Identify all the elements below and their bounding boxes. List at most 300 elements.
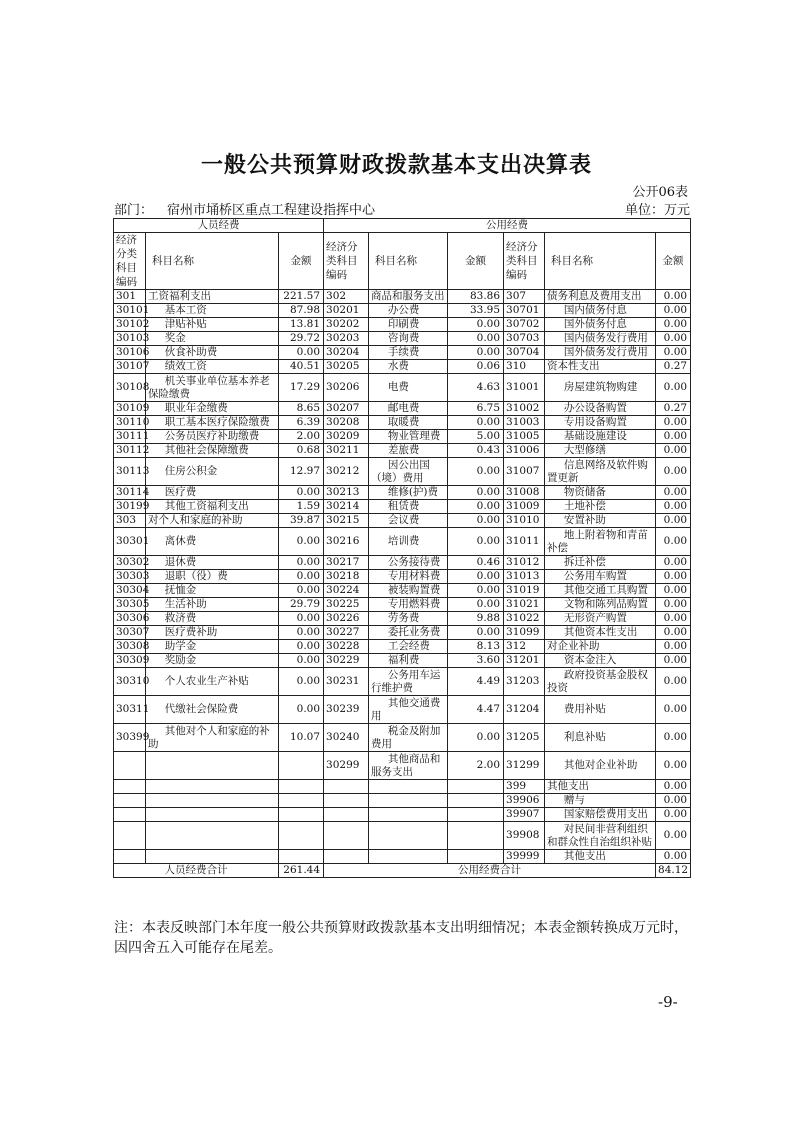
cell-amount: 0.00 <box>656 794 691 808</box>
cell-code: 31012 <box>504 556 545 570</box>
cell-amount <box>279 780 324 794</box>
cell-code: 30218 <box>324 570 369 584</box>
cell-code: 301 <box>114 290 146 304</box>
cell-code: 30701 <box>504 304 545 318</box>
cell-amount: 0.00 <box>279 640 324 654</box>
public-total-value: 84.12 <box>656 864 691 878</box>
cell-name: 个人农业生产补贴 <box>146 668 279 696</box>
table-row <box>114 808 691 822</box>
cell-name: 生活补助 <box>146 598 279 612</box>
cell-name: 救济费 <box>146 612 279 626</box>
cell-code: 30204 <box>324 346 369 360</box>
cell-name: 租赁费 <box>369 500 448 514</box>
cell-name: 伙食补助费 <box>146 346 279 360</box>
table-row <box>114 528 691 556</box>
cell-amount: 8.65 <box>279 402 324 416</box>
cell-code: 30114 <box>114 486 146 500</box>
table-row <box>114 584 691 598</box>
cell-name: 机关事业单位基本养老保险缴费 <box>146 374 279 402</box>
cell-amount <box>448 822 504 850</box>
cell-name: 无形资产购置 <box>545 612 656 626</box>
cell-name <box>369 850 448 864</box>
cell-amount: 0.00 <box>448 584 504 598</box>
cell-amount: 0.00 <box>656 290 691 304</box>
cell-code: 30304 <box>114 584 146 598</box>
page-title: 一般公共预算财政拨款基本支出决算表 <box>200 152 592 178</box>
cell-code: 30203 <box>324 332 369 346</box>
cell-amount: 0.00 <box>656 374 691 402</box>
cell-code: 30217 <box>324 556 369 570</box>
cell-amount: 0.00 <box>448 500 504 514</box>
cell-amount: 33.95 <box>448 304 504 318</box>
cell-amount: 0.00 <box>656 332 691 346</box>
cell-name <box>369 808 448 822</box>
cell-code: 30308 <box>114 640 146 654</box>
cell-name: 助学金 <box>146 640 279 654</box>
cell-code <box>324 808 369 822</box>
cell-name: 邮电费 <box>369 402 448 416</box>
personnel-total-value: 261.44 <box>279 864 324 878</box>
header-code: 经济分类科目编码 <box>114 233 146 290</box>
cell-amount: 8.13 <box>448 640 504 654</box>
cell-amount: 1.59 <box>279 500 324 514</box>
cell-amount: 0.00 <box>448 570 504 584</box>
cell-name: 资本金注入 <box>545 654 656 668</box>
table-row <box>114 780 691 794</box>
cell-code: 30109 <box>114 402 146 416</box>
table-row <box>114 346 691 360</box>
cell-name: 其他对企业补助 <box>545 752 656 780</box>
cell-amount: 83.86 <box>448 290 504 304</box>
cell-code: 30239 <box>324 696 369 724</box>
cell-name: 福利费 <box>369 654 448 668</box>
cell-name: 奖金 <box>146 332 279 346</box>
cell-code: 31019 <box>504 584 545 598</box>
cell-code: 30305 <box>114 598 146 612</box>
cell-code: 31005 <box>504 430 545 444</box>
cell-name: 赠与 <box>545 794 656 808</box>
cell-name: 其他交通费用 <box>369 696 448 724</box>
cell-amount: 0.00 <box>448 318 504 332</box>
cell-name: 国家赔偿费用支出 <box>545 808 656 822</box>
cell-amount: 2.00 <box>279 430 324 444</box>
cell-name: 公务员医疗补助缴费 <box>146 430 279 444</box>
cell-code <box>324 794 369 808</box>
cell-code <box>114 850 146 864</box>
cell-code: 31002 <box>504 402 545 416</box>
table-row <box>114 318 691 332</box>
cell-name: 债务利息及费用支出 <box>545 290 656 304</box>
cell-code: 31201 <box>504 654 545 668</box>
cell-code: 30201 <box>324 304 369 318</box>
cell-name: 水费 <box>369 360 448 374</box>
group-header-row <box>114 219 691 233</box>
cell-name: 土地补偿 <box>545 500 656 514</box>
table-row <box>114 332 691 346</box>
table-row <box>114 626 691 640</box>
cell-amount: 0.00 <box>279 668 324 696</box>
cell-amount: 0.06 <box>448 360 504 374</box>
cell-code: 30209 <box>324 430 369 444</box>
cell-amount: 0.00 <box>656 654 691 668</box>
cell-name: 专用燃料费 <box>369 598 448 612</box>
cell-name: 委托业务费 <box>369 626 448 640</box>
table-row <box>114 500 691 514</box>
cell-amount: 0.00 <box>656 822 691 850</box>
cell-code: 31203 <box>504 668 545 696</box>
cell-amount: 0.00 <box>656 430 691 444</box>
cell-amount: 0.00 <box>656 500 691 514</box>
table-row <box>114 654 691 668</box>
cell-name: 差旅费 <box>369 444 448 458</box>
cell-name: 取暖费 <box>369 416 448 430</box>
cell-code: 31021 <box>504 598 545 612</box>
header-code: 经济分类科目编码 <box>324 233 369 290</box>
cell-amount: 0.00 <box>448 598 504 612</box>
cell-amount: 0.00 <box>656 514 691 528</box>
cell-name: 退职（役）费 <box>146 570 279 584</box>
cell-amount: 0.00 <box>656 584 691 598</box>
cell-amount: 0.00 <box>656 598 691 612</box>
table-row <box>114 794 691 808</box>
cell-name: 地上附着物和青苗补偿 <box>545 528 656 556</box>
cell-amount: 0.00 <box>279 654 324 668</box>
cell-name: 利息补贴 <box>545 724 656 752</box>
cell-code: 30213 <box>324 486 369 500</box>
cell-amount: 0.00 <box>656 752 691 780</box>
cell-code: 30311 <box>114 696 146 724</box>
cell-amount: 0.00 <box>656 556 691 570</box>
cell-name: 咨询费 <box>369 332 448 346</box>
cell-amount: 87.98 <box>279 304 324 318</box>
cell-amount: 0.00 <box>656 346 691 360</box>
form-number: 公开06表 <box>632 185 688 200</box>
cell-code: 31013 <box>504 570 545 584</box>
cell-code: 30108 <box>114 374 146 402</box>
cell-code <box>114 794 146 808</box>
cell-amount: 13.81 <box>279 318 324 332</box>
cell-code: 31003 <box>504 416 545 430</box>
cell-amount: 0.00 <box>656 850 691 864</box>
cell-code <box>114 808 146 822</box>
cell-code: 30399 <box>114 724 146 752</box>
cell-name: 国外债务付息 <box>545 318 656 332</box>
cell-code: 30226 <box>324 612 369 626</box>
department <box>114 199 389 218</box>
cell-code: 30107 <box>114 360 146 374</box>
cell-name: 文物和陈列品购置 <box>545 598 656 612</box>
cell-amount <box>448 780 504 794</box>
cell-amount <box>448 794 504 808</box>
cell-code: 310 <box>504 360 545 374</box>
cell-amount: 17.29 <box>279 374 324 402</box>
cell-code: 30208 <box>324 416 369 430</box>
cell-amount: 0.00 <box>279 528 324 556</box>
cell-code: 30309 <box>114 654 146 668</box>
cell-code: 303 <box>114 514 146 528</box>
cell-amount: 0.00 <box>656 570 691 584</box>
cell-name: 手续费 <box>369 346 448 360</box>
cell-name: 安置补助 <box>545 514 656 528</box>
cell-code: 30199 <box>114 500 146 514</box>
public-total-label: 公用经费合计 <box>324 864 656 878</box>
cell-amount: 12.97 <box>279 458 324 486</box>
cell-code: 30215 <box>324 514 369 528</box>
column-header-row <box>114 233 691 290</box>
cell-code: 30216 <box>324 528 369 556</box>
cell-name: 其他工资福利支出 <box>146 500 279 514</box>
cell-name: 其他社会保障缴费 <box>146 444 279 458</box>
cell-name: 公务接待费 <box>369 556 448 570</box>
department-name: 宿州市埇桥区重点工程建设指挥中心 <box>167 203 376 218</box>
cell-amount: 0.00 <box>656 416 691 430</box>
cell-amount: 6.75 <box>448 402 504 416</box>
cell-code: 30211 <box>324 444 369 458</box>
cell-name <box>146 794 279 808</box>
cell-code: 30229 <box>324 654 369 668</box>
cell-amount: 0.00 <box>448 416 504 430</box>
cell-amount <box>279 794 324 808</box>
cell-name: 房屋建筑物购建 <box>545 374 656 402</box>
cell-name <box>146 850 279 864</box>
cell-name: 退休费 <box>146 556 279 570</box>
header-name: 科目名称 <box>146 233 279 290</box>
table-row <box>114 304 691 318</box>
cell-name: 津贴补贴 <box>146 318 279 332</box>
cell-name: 专用设备购置 <box>545 416 656 430</box>
cell-name: 维修(护)费 <box>369 486 448 500</box>
group-public: 公用经费 <box>324 219 691 233</box>
table-row <box>114 514 691 528</box>
cell-code: 30111 <box>114 430 146 444</box>
expenditure-table <box>113 218 691 878</box>
cell-name: 其他支出 <box>545 780 656 794</box>
table-row <box>114 444 691 458</box>
cell-name: 住房公积金 <box>146 458 279 486</box>
cell-name: 因公出国（境）费用 <box>369 458 448 486</box>
cell-name <box>146 752 279 780</box>
cell-amount: 9.88 <box>448 612 504 626</box>
cell-amount: 0.46 <box>448 556 504 570</box>
cell-code: 30206 <box>324 374 369 402</box>
cell-amount: 0.00 <box>279 584 324 598</box>
cell-name: 其他商品和服务支出 <box>369 752 448 780</box>
cell-amount: 221.57 <box>279 290 324 304</box>
cell-code: 30113 <box>114 458 146 486</box>
cell-name: 对企业补助 <box>545 640 656 654</box>
cell-name: 被装购置费 <box>369 584 448 598</box>
cell-name: 劳务费 <box>369 612 448 626</box>
cell-code: 30299 <box>324 752 369 780</box>
cell-code: 30704 <box>504 346 545 360</box>
header-amount: 金额 <box>656 233 691 290</box>
cell-code: 31205 <box>504 724 545 752</box>
cell-amount: 0.00 <box>656 724 691 752</box>
cell-code: 31099 <box>504 626 545 640</box>
cell-code: 30205 <box>324 360 369 374</box>
cell-amount: 0.68 <box>279 444 324 458</box>
cell-code: 39906 <box>504 794 545 808</box>
cell-amount: 4.47 <box>448 696 504 724</box>
table-row <box>114 374 691 402</box>
table-body <box>114 290 691 864</box>
table-row <box>114 458 691 486</box>
cell-amount: 0.00 <box>448 332 504 346</box>
cell-amount: 0.00 <box>279 696 324 724</box>
cell-amount: 0.00 <box>656 668 691 696</box>
table-row <box>114 486 691 500</box>
cell-name: 会议费 <box>369 514 448 528</box>
header-name: 科目名称 <box>545 233 656 290</box>
cell-name: 抚恤金 <box>146 584 279 598</box>
cell-code: 39907 <box>504 808 545 822</box>
cell-amount <box>279 822 324 850</box>
cell-name: 物资储备 <box>545 486 656 500</box>
cell-amount: 0.00 <box>448 346 504 360</box>
cell-code: 30227 <box>324 626 369 640</box>
cell-name: 信息网络及软件购置更新 <box>545 458 656 486</box>
cell-code: 307 <box>504 290 545 304</box>
header-name: 科目名称 <box>369 233 448 290</box>
cell-name: 对民间非营利组织和群众性自治组织补贴 <box>545 822 656 850</box>
table-row <box>114 640 691 654</box>
cell-code: 30207 <box>324 402 369 416</box>
table-row <box>114 402 691 416</box>
cell-name: 费用补贴 <box>545 696 656 724</box>
cell-name: 其他交通工具购置 <box>545 584 656 598</box>
cell-code: 30307 <box>114 626 146 640</box>
cell-amount <box>279 752 324 780</box>
cell-name: 医疗费 <box>146 486 279 500</box>
table-row <box>114 430 691 444</box>
cell-amount: 0.00 <box>656 458 691 486</box>
cell-code: 30306 <box>114 612 146 626</box>
cell-amount: 0.00 <box>448 514 504 528</box>
cell-name: 办公费 <box>369 304 448 318</box>
cell-name: 专用材料费 <box>369 570 448 584</box>
cell-code: 31204 <box>504 696 545 724</box>
cell-code: 30302 <box>114 556 146 570</box>
cell-amount: 0.00 <box>656 318 691 332</box>
cell-amount: 10.07 <box>279 724 324 752</box>
cell-name: 其他支出 <box>545 850 656 864</box>
cell-name: 绩效工资 <box>146 360 279 374</box>
cell-amount: 0.27 <box>656 360 691 374</box>
cell-code: 30231 <box>324 668 369 696</box>
cell-code: 30106 <box>114 346 146 360</box>
cell-name: 国内债务付息 <box>545 304 656 318</box>
department-line <box>114 199 690 218</box>
cell-code: 30214 <box>324 500 369 514</box>
page-number: -9- <box>658 993 678 1011</box>
cell-amount: 29.72 <box>279 332 324 346</box>
cell-code: 30112 <box>114 444 146 458</box>
cell-amount: 0.00 <box>279 570 324 584</box>
cell-code <box>114 780 146 794</box>
cell-name: 物业管理费 <box>369 430 448 444</box>
table-row <box>114 724 691 752</box>
cell-code: 30703 <box>504 332 545 346</box>
cell-amount: 6.39 <box>279 416 324 430</box>
cell-name: 基本工资 <box>146 304 279 318</box>
cell-amount: 0.00 <box>656 612 691 626</box>
table-row <box>114 822 691 850</box>
table-row <box>114 556 691 570</box>
cell-amount: 0.00 <box>279 626 324 640</box>
cell-name <box>146 808 279 822</box>
cell-name: 离休费 <box>146 528 279 556</box>
cell-code: 39999 <box>504 850 545 864</box>
cell-code <box>114 822 146 850</box>
cell-code: 30228 <box>324 640 369 654</box>
header-amount: 金额 <box>279 233 324 290</box>
cell-amount <box>448 850 504 864</box>
cell-name <box>369 822 448 850</box>
cell-amount: 3.60 <box>448 654 504 668</box>
cell-amount: 5.00 <box>448 430 504 444</box>
table-row <box>114 668 691 696</box>
header-amount: 金额 <box>448 233 504 290</box>
cell-code: 30702 <box>504 318 545 332</box>
department-label: 部门： <box>114 203 154 218</box>
cell-code: 31001 <box>504 374 545 402</box>
cell-name: 职工基本医疗保险缴费 <box>146 416 279 430</box>
cell-amount: 0.00 <box>656 808 691 822</box>
cell-code <box>324 850 369 864</box>
cell-code: 302 <box>324 290 369 304</box>
table-row <box>114 570 691 584</box>
cell-amount: 0.00 <box>448 486 504 500</box>
cell-code: 31008 <box>504 486 545 500</box>
cell-name: 办公设备购置 <box>545 402 656 416</box>
cell-name: 培训费 <box>369 528 448 556</box>
cell-code: 31007 <box>504 458 545 486</box>
cell-name: 工会经费 <box>369 640 448 654</box>
cell-code: 30110 <box>114 416 146 430</box>
cell-code: 30202 <box>324 318 369 332</box>
cell-code: 30303 <box>114 570 146 584</box>
cell-name: 大型修缮 <box>545 444 656 458</box>
cell-code: 30240 <box>324 724 369 752</box>
table-row <box>114 360 691 374</box>
table-row <box>114 416 691 430</box>
cell-amount: 0.27 <box>656 402 691 416</box>
cell-code: 31010 <box>504 514 545 528</box>
cell-code: 30225 <box>324 598 369 612</box>
cell-name: 资本性支出 <box>545 360 656 374</box>
cell-code: 30103 <box>114 332 146 346</box>
cell-code: 31009 <box>504 500 545 514</box>
cell-amount: 0.00 <box>656 528 691 556</box>
unit-label: 单位：万元 <box>624 203 690 218</box>
cell-name: 印刷费 <box>369 318 448 332</box>
cell-code <box>324 822 369 850</box>
table-row <box>114 696 691 724</box>
table-row <box>114 752 691 780</box>
cell-amount: 0.00 <box>656 640 691 654</box>
cell-name: 基础设施建设 <box>545 430 656 444</box>
table-row <box>114 612 691 626</box>
cell-amount: 0.00 <box>656 304 691 318</box>
cell-name: 职业年金缴费 <box>146 402 279 416</box>
cell-amount <box>448 808 504 822</box>
cell-name <box>146 822 279 850</box>
cell-name <box>369 794 448 808</box>
cell-amount: 0.00 <box>279 346 324 360</box>
cell-amount: 0.00 <box>279 556 324 570</box>
cell-code: 30102 <box>114 318 146 332</box>
cell-amount <box>279 808 324 822</box>
